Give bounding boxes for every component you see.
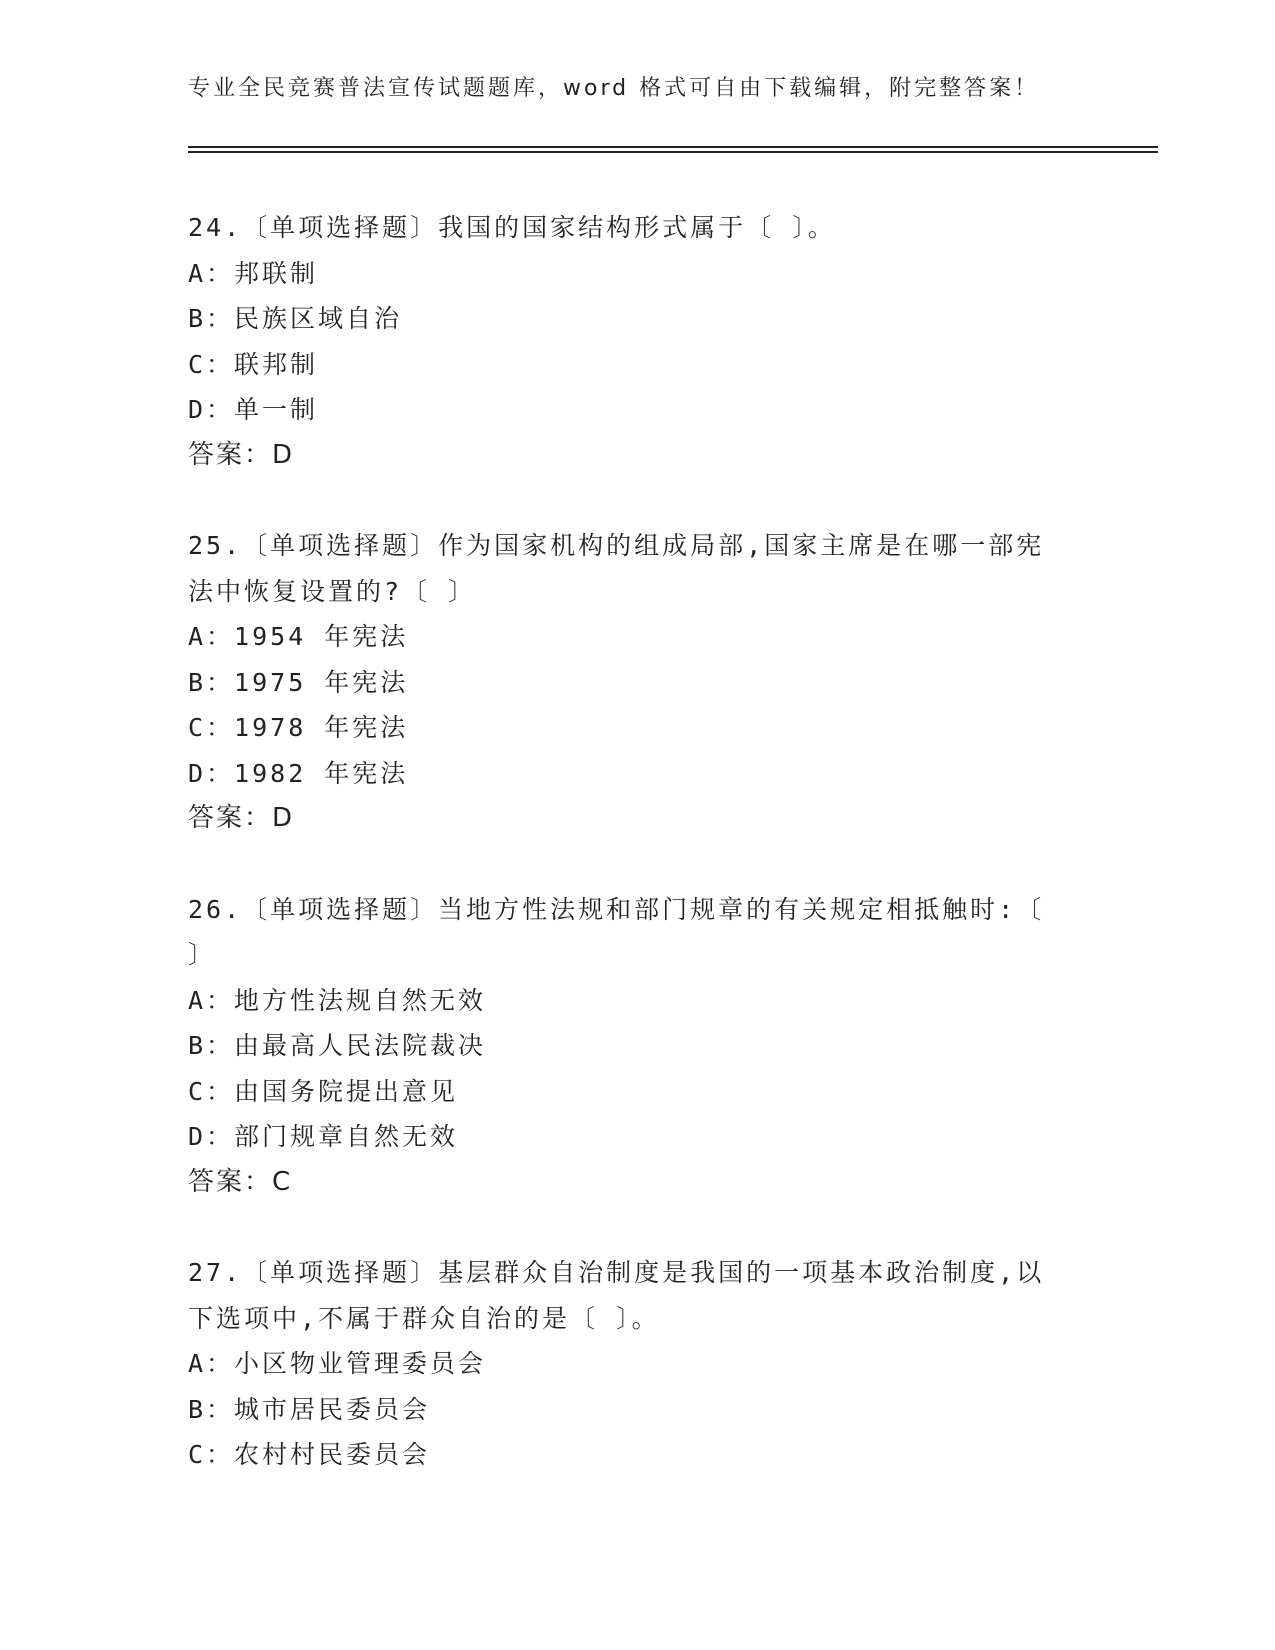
option-c: C：1978 年宪法 <box>188 713 409 742</box>
header-divider-bottom <box>188 151 1158 153</box>
question-27 <box>188 1250 1068 1478</box>
option-a: A：地方性法规自然无效 <box>188 985 487 1015</box>
option-c: C：由国务院提出意见 <box>188 1076 459 1106</box>
option-b: B：城市居民委员会 <box>188 1394 431 1424</box>
option-a: A：邦联制 <box>188 258 319 288</box>
answer: 答案：D <box>188 803 295 833</box>
question-26 <box>188 887 1068 1206</box>
question-stem: 26.〔单项选择题〕当地方性法规和部门规章的有关规定相抵触时:〔 〕 <box>188 894 1045 969</box>
option-b: B：民族区域自治 <box>188 304 403 333</box>
option-a: A：1954 年宪法 <box>188 622 409 651</box>
question-25 <box>188 523 1068 842</box>
option-d: D：单一制 <box>188 395 319 424</box>
option-b: B：1975 年宪法 <box>188 667 409 697</box>
header-divider-top <box>188 146 1158 148</box>
option-d: D：部门规章自然无效 <box>188 1122 459 1151</box>
option-d: D：1982 年宪法 <box>188 758 409 788</box>
option-a: A：小区物业管理委员会 <box>188 1349 487 1378</box>
page-header: 专业全民竞赛普法宣传试题题库，word 格式可自由下载编辑，附完整答案！ <box>188 76 1040 101</box>
question-list <box>188 205 1068 1523</box>
option-c: C：联邦制 <box>188 349 319 379</box>
option-b: B：由最高人民法院裁决 <box>188 1031 487 1060</box>
question-stem: 27.〔单项选择题〕基层群众自治制度是我国的一项基本政治制度,以下选项中,不属于群众自治的是〔 〕。 <box>188 1258 1045 1333</box>
option-c: C：农村村民委员会 <box>188 1440 431 1469</box>
answer: 答案：D <box>188 439 295 470</box>
answer: 答案：C <box>188 1166 293 1197</box>
question-24 <box>188 205 1068 478</box>
question-stem: 25.〔单项选择题〕作为国家机构的组成局部,国家主席是在哪一部宪法中恢复设置的?〔 〕 <box>188 531 1045 606</box>
question-stem: 24.〔单项选择题〕我国的国家结构形式属于〔 〕。 <box>188 213 836 242</box>
